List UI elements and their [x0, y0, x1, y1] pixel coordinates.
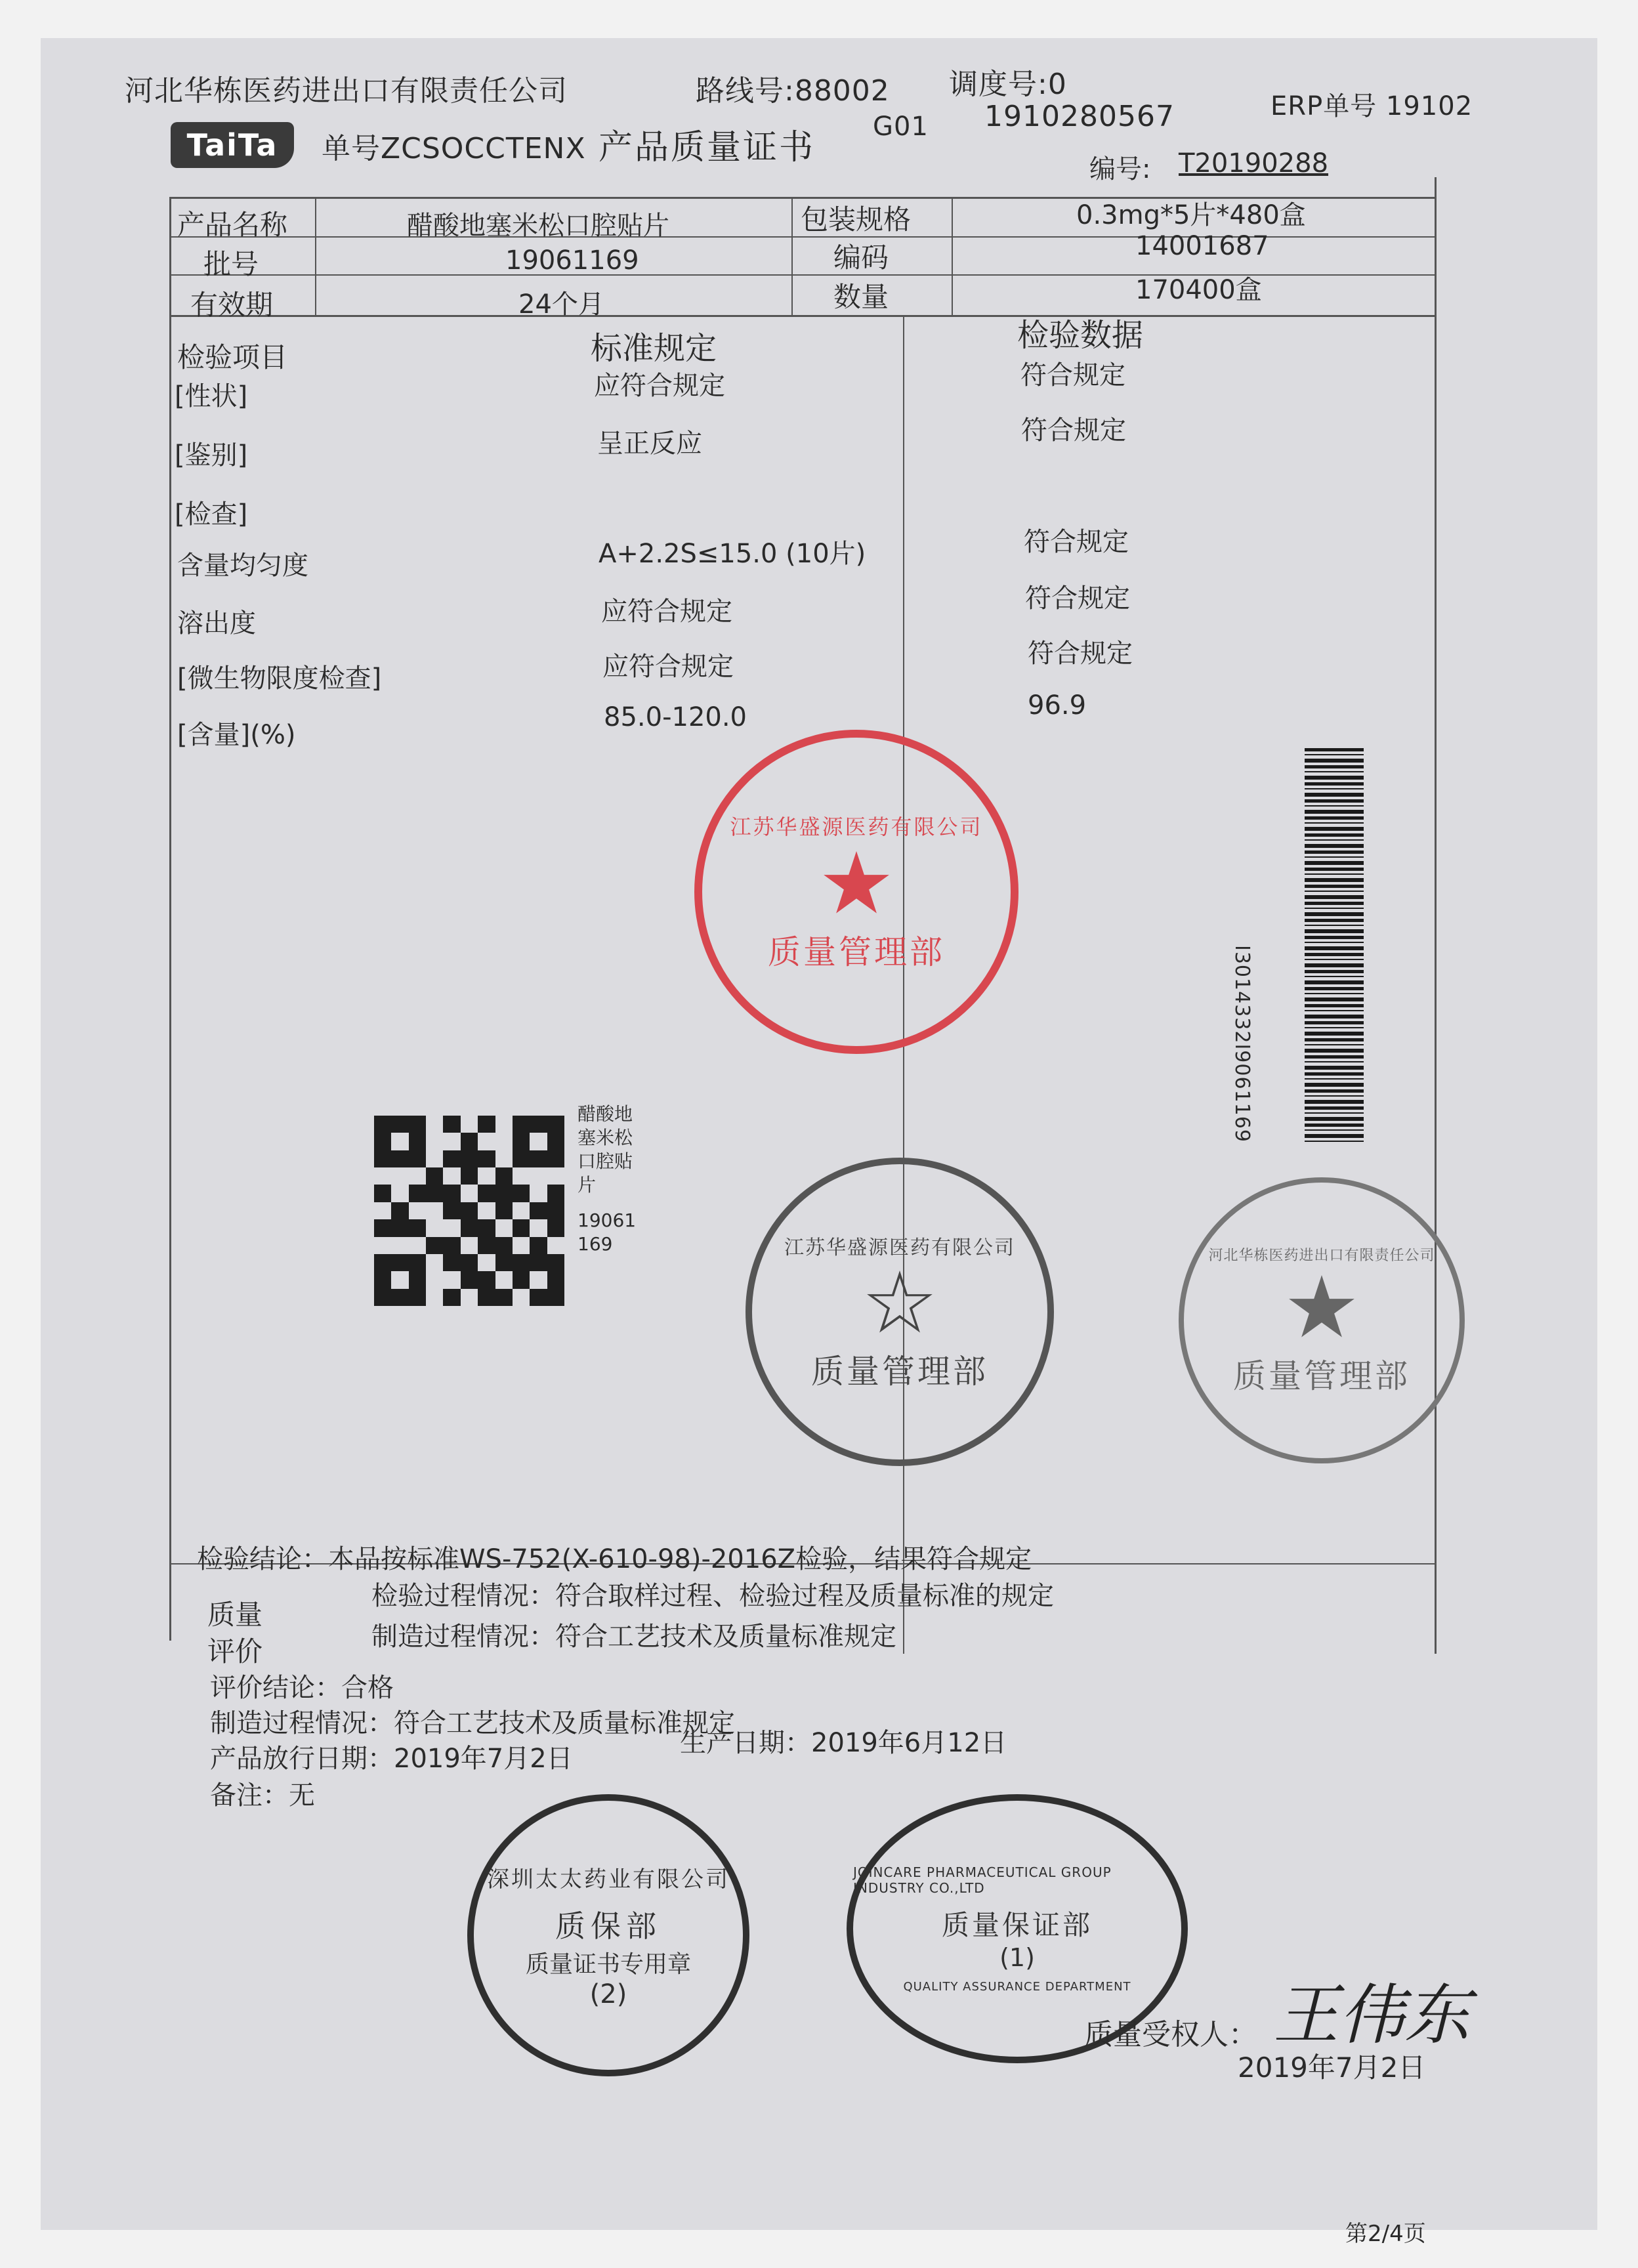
- page-number: 第2/4页: [1345, 2221, 1426, 2247]
- serial-value: T20190288: [1179, 148, 1329, 178]
- code-value: 14001687: [1135, 231, 1269, 261]
- signature-label: 质量受权人：: [1084, 2018, 1257, 2051]
- signature-date: 2019年7月2日: [1238, 2051, 1426, 2084]
- qr-caption-line: 169: [578, 1233, 613, 1255]
- remark: 备注：无: [210, 1780, 315, 1811]
- qr-caption-line: 口腔贴: [578, 1150, 633, 1172]
- spec-label: 包装规格: [801, 203, 912, 236]
- header-dispatch: 调度号:0: [949, 68, 1067, 101]
- product-name-value: 醋酸地塞米松口腔贴片: [407, 211, 669, 241]
- table-border-right: [1435, 177, 1437, 1654]
- supplier-quality-seal: [746, 1158, 1054, 1466]
- qr-caption-line: 醋酸地: [578, 1103, 633, 1125]
- product-name-label: 产品名称: [177, 209, 288, 241]
- test-row-item: [微生物限度检查]: [177, 663, 382, 694]
- code-label: 编码: [833, 242, 889, 274]
- qr-caption-line: 塞米松: [578, 1127, 633, 1148]
- test-row-item: [鉴别]: [175, 440, 248, 471]
- bl-seal-line1: 质保部: [555, 1908, 662, 1944]
- header-order-number: 单号ZCSOCCTENX: [322, 132, 586, 165]
- qr-caption-line: 片: [578, 1174, 597, 1196]
- certificate-title: 产品质量证书: [598, 128, 816, 167]
- mid-seal-outer-text: 江苏华盛源医药有限公司: [784, 1236, 1015, 1259]
- test-row-standard: A+2.2S≤15.0 (10片): [598, 539, 866, 569]
- table-col-divider-1: [315, 197, 316, 315]
- expiry-value: 24个月: [518, 289, 604, 320]
- test-row-result: 96.9: [1028, 690, 1087, 721]
- test-header-standard: 标准规定: [591, 330, 717, 367]
- qty-value: 170400盒: [1135, 275, 1262, 305]
- test-row-standard: 应符合规定: [601, 597, 732, 627]
- manufacturing-process: 制造过程情况：符合工艺技术及质量标准规定: [371, 1622, 896, 1652]
- production-date: 生产日期：2019年6月12日: [680, 1728, 1007, 1758]
- qr-caption-line: 19061: [578, 1209, 637, 1231]
- release-date: 产品放行日期：2019年7月2日: [210, 1744, 573, 1774]
- table-border-left: [169, 197, 171, 1641]
- test-row-item: [含量](%): [177, 720, 296, 750]
- serial-label: 编号:: [1089, 154, 1151, 184]
- distributor-quality-seal: [1179, 1177, 1465, 1463]
- qr-code: [374, 1116, 564, 1306]
- header-method-code: G01: [873, 112, 929, 142]
- test-row-item: [性状]: [175, 381, 248, 411]
- br-seal-line2: (1): [999, 1942, 1035, 1972]
- test-row-item: [检查]: [175, 499, 248, 530]
- table-border-row3: [169, 315, 1436, 317]
- header-route: 路线号:88002: [696, 74, 890, 108]
- br-seal-outer-text: JOINCARE PHARMACEUTICAL GROUP INDUSTRY CO.,LTD: [853, 1864, 1112, 1896]
- star-icon: ★: [1283, 1257, 1360, 1357]
- test-row-result: 符合规定: [1020, 360, 1125, 390]
- spec-value: 0.3mg*5片*480盒: [1076, 200, 1306, 230]
- bl-seal-line3: (2): [589, 1979, 627, 2009]
- table-col-divider-2: [791, 197, 793, 315]
- evaluation-result: 评价结论：合格: [210, 1673, 394, 1703]
- header-erp: ERP单号 19102: [1270, 91, 1473, 121]
- expiry-label: 有效期: [190, 289, 274, 321]
- br-seal-line1: 质量保证部: [941, 1908, 1093, 1941]
- star-icon: ★: [818, 833, 895, 933]
- header-doc-number: 1910280567: [984, 100, 1175, 133]
- test-header-result: 检验数据: [1017, 317, 1144, 354]
- evaluation-label: 评价: [207, 1635, 263, 1668]
- manufacturing-process-2: 制造过程情况：符合工艺技术及质量标准规定: [210, 1708, 735, 1738]
- br-seal-bottom-text: QUALITY ASSURANCE DEPARTMENT: [903, 1979, 1131, 1994]
- star-icon: ☆: [861, 1253, 938, 1353]
- test-row-result: 符合规定: [1025, 583, 1130, 614]
- barcode-number: I3014332I9061169: [1230, 945, 1253, 1143]
- qty-label: 数量: [833, 281, 889, 313]
- test-row-result: 符合规定: [1021, 415, 1126, 446]
- quality-label: 质量: [207, 1599, 263, 1631]
- test-header-item: 检验项目: [177, 341, 288, 373]
- test-row-standard: 呈正反应: [597, 429, 702, 459]
- batch-label: 批号: [203, 248, 259, 280]
- check-process: 检验过程情况：符合取样过程、检验过程及质量标准的规定: [371, 1581, 1054, 1611]
- table-col-divider-3: [952, 197, 953, 315]
- signature-name: 王伟东: [1273, 1977, 1470, 2053]
- qr-caption: [578, 1102, 643, 1256]
- right-seal-outer-text: 河北华栋医药进出口有限责任公司: [1208, 1247, 1435, 1264]
- barcode: [1305, 748, 1364, 1142]
- bl-seal-outer-text: 深圳太太药业有限公司: [487, 1866, 730, 1893]
- red-company-seal: [694, 730, 1018, 1054]
- manufacturer-qc-seal: [467, 1794, 749, 2076]
- test-row-item: 溶出度: [177, 608, 256, 639]
- red-seal-outer-text: 江苏华盛源医药有限公司: [730, 814, 983, 839]
- bl-seal-line2: 质量证书专用章: [525, 1951, 691, 1978]
- test-row-standard: 应符合规定: [594, 371, 725, 401]
- inspection-conclusion: 检验结论：本品按标准WS-752(X-610-98)-2016Z检验，结果符合规定: [197, 1544, 1032, 1574]
- mid-seal-inner-text: 质量管理部: [811, 1353, 988, 1391]
- test-row-item: 含量均匀度: [177, 551, 308, 581]
- header-company: 河北华栋医药进出口有限责任公司: [125, 74, 568, 108]
- test-row-result: 符合规定: [1024, 527, 1129, 557]
- right-seal-inner-text: 质量管理部: [1233, 1356, 1410, 1395]
- test-row-result: 符合规定: [1028, 639, 1133, 669]
- brand-logo: TaiTa: [171, 122, 294, 168]
- batch-value: 19061169: [505, 245, 639, 276]
- test-row-standard: 应符合规定: [602, 652, 734, 682]
- red-seal-inner-text: 质量管理部: [768, 933, 945, 971]
- test-row-standard: 85.0-120.0: [604, 702, 747, 732]
